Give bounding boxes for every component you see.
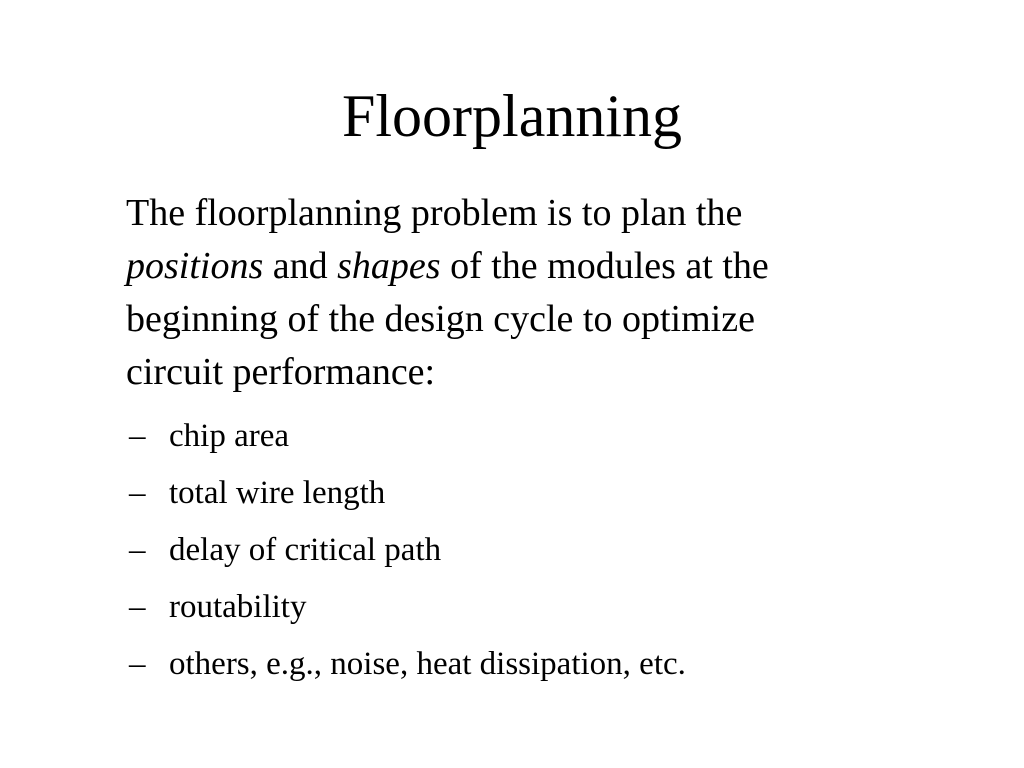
paragraph-line-4: circuit performance: — [126, 351, 436, 393]
paragraph-line-1: The floorplanning problem is to plan the — [126, 192, 743, 234]
bullet-text: others, e.g., noise, heat dissipation, etc. — [169, 646, 686, 682]
emphasis-shapes: shapes — [337, 245, 441, 287]
paragraph-line-3: beginning of the design cycle to optimize — [126, 298, 755, 340]
slide-title: Floorplanning — [342, 83, 682, 149]
bullet-list — [129, 408, 686, 693]
list-item — [129, 579, 686, 636]
bullet-text: delay of critical path — [169, 532, 442, 568]
emphasis-positions: positions — [126, 245, 264, 287]
list-item — [129, 636, 686, 693]
list-item — [129, 522, 686, 579]
dash-marker: – — [129, 646, 146, 682]
dash-marker: – — [129, 589, 146, 625]
dash-marker: – — [129, 475, 146, 511]
dash-marker: – — [129, 532, 146, 568]
list-item — [129, 465, 686, 522]
paragraph-line-2 — [126, 240, 926, 293]
paragraph-line-2-mid: and — [263, 245, 338, 287]
list-item — [129, 408, 686, 465]
bullet-text: routability — [169, 589, 307, 625]
slide-paragraph — [126, 187, 926, 399]
bullet-text: total wire length — [169, 475, 386, 511]
bullet-text: chip area — [169, 418, 289, 454]
paragraph-line-2-rest: of the modules at the — [440, 245, 769, 287]
dash-marker: – — [129, 418, 146, 454]
